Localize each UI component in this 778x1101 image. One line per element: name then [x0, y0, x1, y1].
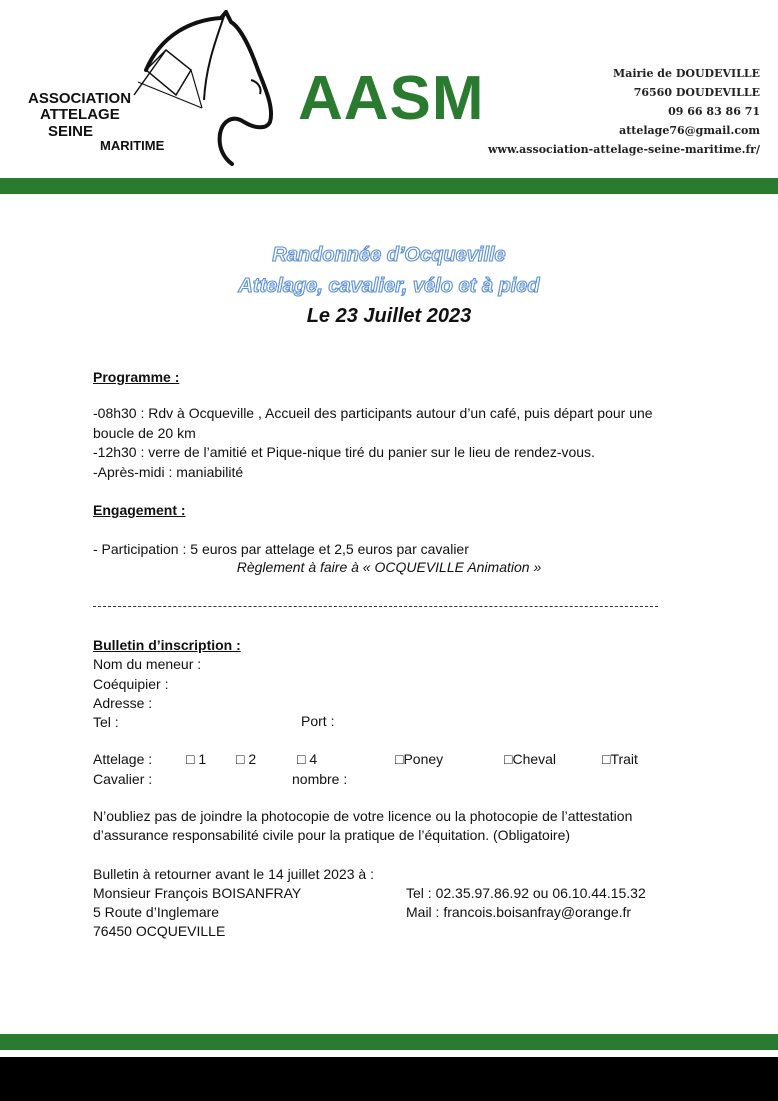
contact-block — [488, 64, 760, 159]
contact-phone: 09 66 83 86 71 — [668, 105, 760, 118]
attelage-option-4[interactable]: □ 4 — [297, 751, 318, 767]
engagement-heading: Engagement : — [93, 502, 186, 518]
programme-line-3: -12h30 : verre de l’amitié et Pique-nique tiré du panier sur le lieu de rendez-vous. — [93, 444, 595, 460]
footer-green-bar — [0, 1034, 778, 1050]
field-nom-meneur: Nom du meneur : — [93, 656, 202, 672]
engagement-participation: - Participation : 5 euros par attelage et 2,5 euros par cavalier — [93, 541, 469, 557]
logo-line-2: ATTELAGE — [40, 106, 120, 123]
attelage-label: Attelage : — [93, 751, 153, 767]
association-logo — [26, 10, 276, 168]
attelage-option-2[interactable]: □ 2 — [236, 751, 257, 767]
brand-title: AASM — [298, 64, 485, 133]
contact-email[interactable]: attelage76@gmail.com — [619, 124, 760, 137]
note-line-1: N’oubliez pas de joindre la photocopie de votre licence ou la photocopie de l’attestation — [93, 808, 633, 824]
field-coequipier: Coéquipier : — [93, 676, 169, 692]
event-date: Le 23 Juillet 2023 — [306, 305, 472, 327]
logo-line-3: SEINE — [48, 123, 94, 140]
bulletin-heading: Bulletin d’inscription : — [93, 637, 241, 653]
field-adresse: Adresse : — [93, 695, 153, 711]
footer-black-bar — [0, 1057, 778, 1101]
event-subtitle: Attelage, cavalier, vélo et à pied — [238, 275, 540, 297]
contact-mairie: Mairie de DOUDEVILLE — [613, 67, 760, 80]
contact-postcode: 76560 DOUDEVILLE — [633, 86, 760, 99]
programme-line-2: boucle de 20 km — [93, 425, 196, 441]
logo-line-4: MARITIME — [100, 138, 165, 153]
contact-street: 5 Route d’Inglemare — [93, 904, 220, 920]
contact-mail[interactable]: Mail : francois.boisanfray@orange.fr — [406, 904, 632, 920]
contact-tel: Tel : 02.35.97.86.92 ou 06.10.44.15.32 — [406, 885, 646, 901]
letterhead — [0, 0, 778, 178]
programme-heading: Programme : — [93, 369, 180, 385]
contact-website[interactable]: www.association-attelage-seine-maritime.fr/ — [488, 143, 760, 156]
programme-line-4: -Après-midi : maniabilité — [93, 464, 244, 480]
header-divider — [0, 178, 778, 194]
cut-line — [93, 606, 658, 607]
logo-line-1: ASSOCIATION — [28, 90, 132, 107]
engagement-reglement: Règlement à faire à « OCQUEVILLE Animation » — [236, 559, 542, 575]
contact-city: 76450 OCQUEVILLE — [93, 923, 226, 939]
nombre-label: nombre : — [292, 771, 348, 787]
return-instruction: Bulletin à retourner avant le 14 juillet 2023 à : — [93, 866, 374, 882]
field-tel: Tel : — [93, 714, 119, 730]
attelage-option-1[interactable]: □ 1 — [186, 751, 207, 767]
programme-line-1: -08h30 : Rdv à Ocqueville , Accueil des participants autour d’un café, puis départ pour une — [93, 405, 653, 421]
attelage-option-cheval[interactable]: □Cheval — [504, 751, 557, 767]
event-title: Randonnée d’Ocqueville — [272, 244, 506, 266]
field-port: Port : — [301, 713, 335, 729]
note-line-2: d’assurance responsabilité civile pour la pratique de l’équitation. (Obligatoire) — [93, 827, 571, 843]
attelage-option-poney[interactable]: □Poney — [395, 751, 444, 767]
cavalier-label: Cavalier : — [93, 771, 153, 787]
contact-name: Monsieur François BOISANFRAY — [93, 885, 302, 901]
attelage-option-trait[interactable]: □Trait — [602, 751, 638, 767]
